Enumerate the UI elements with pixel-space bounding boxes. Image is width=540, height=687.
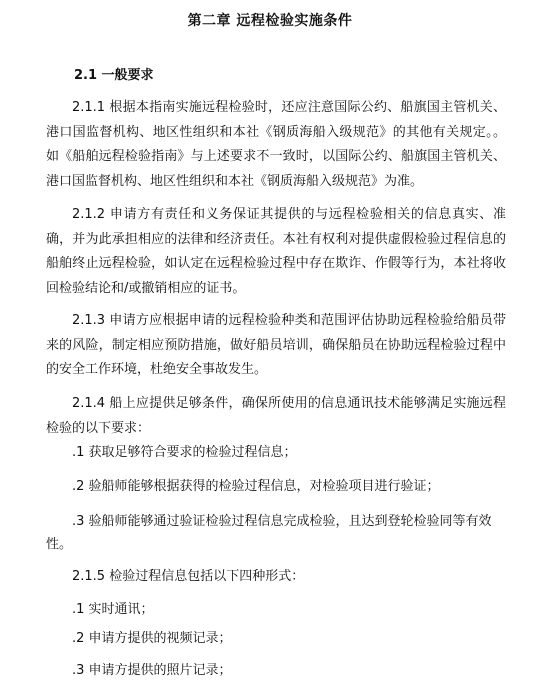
paragraph-text: 2.1.4 船上应提供足够条件，确保所使用的信息通讯技术能够满足实施远程检验的以下要求：: [46, 396, 506, 436]
list-item: .1 获取足够符合要求的检验过程信息；: [72, 445, 297, 460]
paragraph-text: 2.1.5 检验过程信息包括以下四种形式：: [72, 569, 305, 584]
paragraph-2-1-2: [46, 203, 506, 301]
paragraph-2-1-4: [46, 392, 506, 441]
list-item: .3 验船师能够通过验证检验过程信息完成检验，且达到登轮检验同等有效: [72, 514, 492, 529]
list-item-continuation: 性。: [46, 537, 73, 552]
list-item: .2 验船师能够根据获得的检验过程信息，对检验项目进行验证；: [72, 479, 440, 494]
paragraph-2-1-3: [46, 309, 506, 383]
paragraph-2-1-1: [46, 96, 506, 194]
paragraph-text: 2.1.1 根据本指南实施远程检验时，还应注意国际公约、船旗国主管机关、港口国监督机构、地区性组织和本社《钢质海船入级规范》的其他有关规定。。如《船舶远程检验指南》与上述要求不一致时，以国际公约、船旗国主管机关、港口国监督机构、地区性组织和本社《钢质海船入级规范》为准。: [46, 100, 506, 189]
list-item: .2 申请方提供的视频记录；: [72, 631, 232, 646]
section-heading: 2.1 一般要求: [74, 68, 154, 83]
paragraph-text: 2.1.2 申请方有责任和义务保证其提供的与远程检验相关的信息真实、准确，并为此承担相应的法律和经济责任。本社有权利对提供虚假检验过程信息的船舶终止远程检验，如认定在远程检验过程中存在欺诈、作假等行为，本社将收回检验结论和/或撤销相应的证书。: [46, 207, 506, 296]
list-item: .3 申请方提供的照片记录；: [72, 663, 232, 678]
chapter-title: 第二章 远程检验实施条件: [187, 13, 353, 29]
paragraph-text: 2.1.3 申请方应根据申请的远程检验种类和范围评估协助远程检验给船员带来的风险，制定相应预防措施，做好船员培训，确保船员在协助远程检验过程中的安全工作环境，杜绝安全事故发生。: [46, 313, 506, 377]
paragraph-2-1-5: [46, 565, 506, 590]
list-item: .1 实时通讯；: [72, 602, 154, 617]
